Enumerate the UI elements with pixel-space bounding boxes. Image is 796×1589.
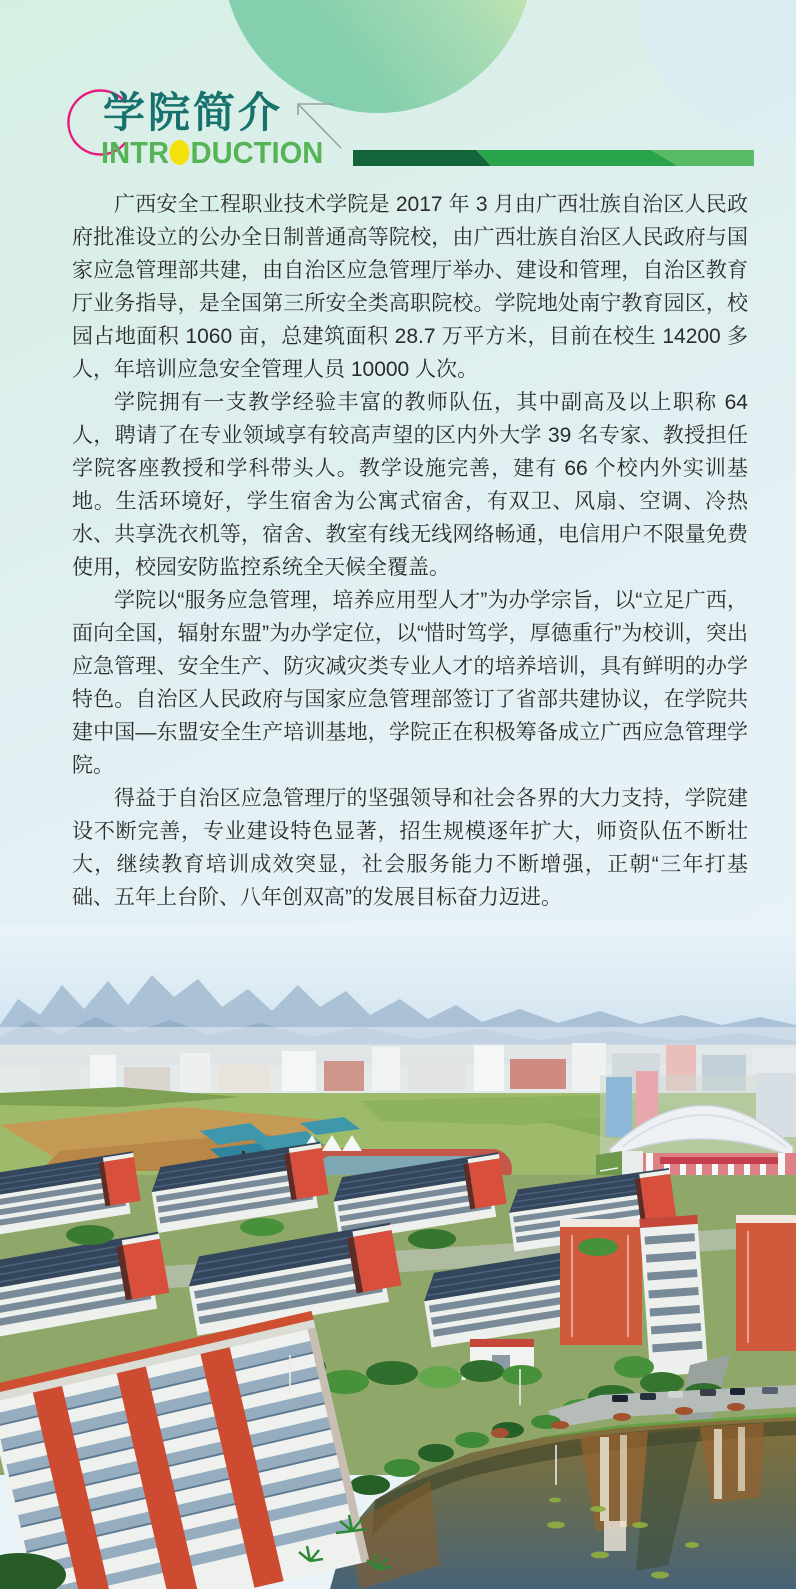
title-en-part: INTR bbox=[101, 135, 169, 170]
section-header bbox=[0, 0, 796, 180]
introduction-text bbox=[72, 188, 748, 914]
section-title-en bbox=[101, 136, 323, 170]
paragraph-4: 得益于自治区应急管理厅的坚强领导和社会各界的大力支持，学院建设不断完善，专业建设特色显著，招生规模逐年扩大，师资队伍不断壮大，继续教育培训成效突显，社会服务能力不断增强，正朝“三年打基础、五年上台阶、八年创双高”的发展目标奋力迈进。 bbox=[72, 787, 748, 909]
title-en-part: DUCTION bbox=[190, 135, 324, 170]
campus-aerial-photo bbox=[0, 925, 796, 1589]
green-accent-bar bbox=[353, 150, 754, 166]
paragraph-2: 学院拥有一支教学经验丰富的教师队伍，其中副高及以上职称 64 人，聘请了在专业领域享有较高声望的区内外大学 39 名专家、教授担任学院客座教授和学科带头人。教学设施完善，建有 66 个校内外实训基地。生活环境好，学生宿舍为公寓式宿舍，有双卫、风扇、空调、冷热水、共享洗衣机等，宿舍、教室有线无线网络畅通，电信用户不限量免费使用，校园安防监控系统全天候全覆盖。 bbox=[72, 391, 748, 579]
paragraph-3: 学院以“服务应急管理，培养应用型人才”为办学宗旨，以“立足广西，面向全国，辐射东盟”为办学定位，以“惜时笃学，厚德重行”为校训，突出应急管理、安全生产、防灾减灾类专业人才的培养培训，具有鲜明的办学特色。自治区人民政府与国家应急管理部签订了省部共建协议，在学院共建中国—东盟安全生产培训基地，学院正在积极筹备成立广西应急管理学院。 bbox=[72, 589, 748, 777]
paragraph-1: 广西安全工程职业技术学院是 2017 年 3 月由广西壮族自治区人民政府批准设立的公办全日制普通高等院校，由广西壮族自治区人民政府与国家应急管理部共建，由自治区应急管理厅举办、建设和管理，自治区教育厅业务指导，是全国第三所安全类高职院校。学院地处南宁教育园区，校园占地面积 1060 亩，总建筑面积 28.7 万平方米，目前在校生 14200 多人，年培训应急安全管理人员 10000 人次。 bbox=[72, 193, 748, 381]
yellow-o-accent bbox=[170, 140, 190, 165]
section-title-cn: 学院简介 bbox=[103, 89, 284, 136]
